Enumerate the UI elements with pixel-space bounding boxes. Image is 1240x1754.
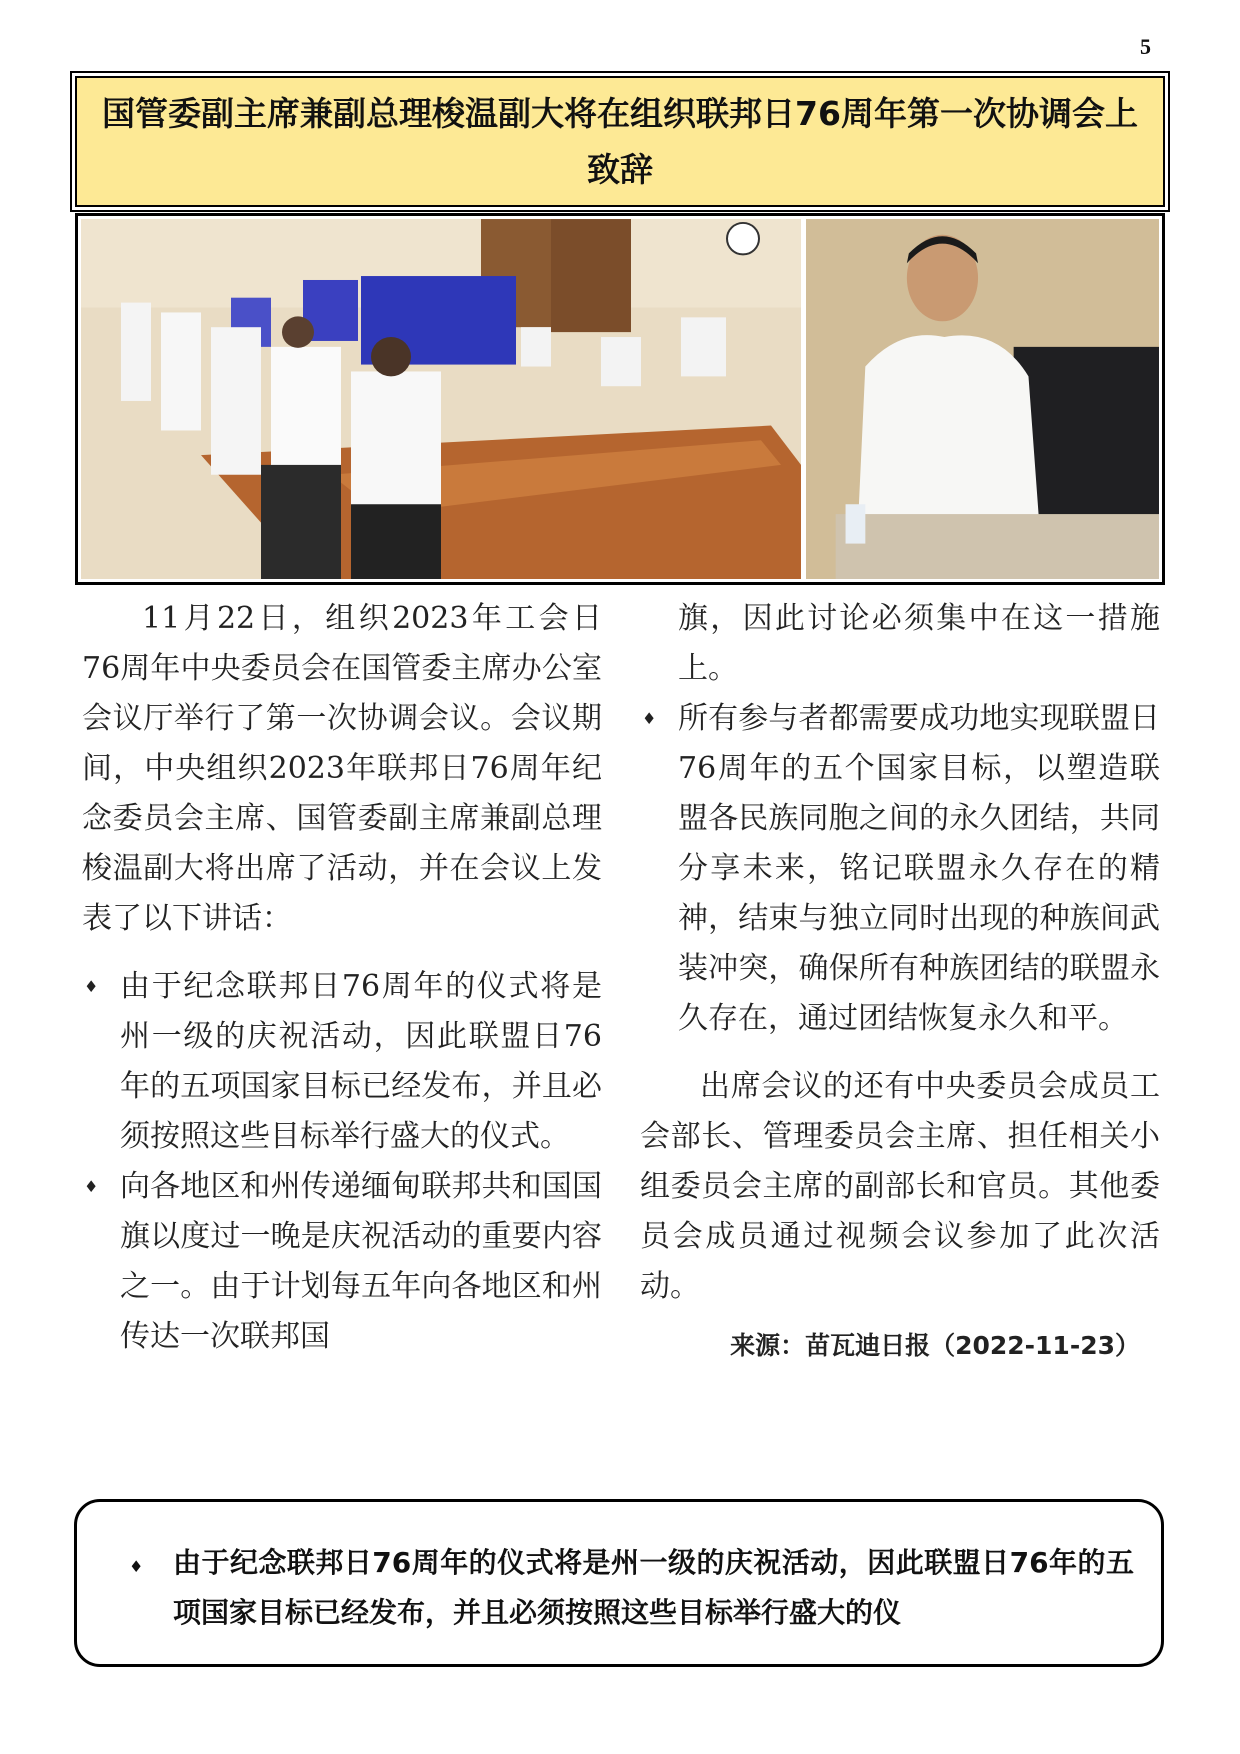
article-column-right	[640, 594, 1160, 1368]
article-intro: 11月22日，组织2023年工会日76周年中央委员会在国管委主席办公室会议厅举行了第一次协调会议。会议期间，中央组织2023年联邦日76周年纪念委员会主席、国管委副主席兼副总理梭温副大将出席了活动，并在会议上发表了以下讲话：	[82, 601, 602, 936]
bullet-continuation: 旗，因此讨论必须集中在这一措施上。	[678, 601, 1160, 686]
pullquote: ♦ 由于纪念联邦日76周年的仪式将是州一级的庆祝活动，因此联盟日76年的五项国家目标已经发布，并且必须按照这些目标举行盛大的仪	[129, 1538, 1134, 1638]
pullquote-box	[74, 1499, 1164, 1667]
article-source: 来源：苗瓦迪日报（2022-11-23）	[730, 1331, 1140, 1360]
bullet-item: ♦ 由于纪念联邦日76周年的仪式将是州一级的庆祝活动，因此联盟日76年的五项国家目标已经发布，并且必须按照这些目标举行盛大的仪式。	[82, 962, 602, 1162]
meeting-room-photo	[81, 219, 801, 579]
headline-box	[75, 76, 1165, 207]
article-closing: 出席会议的还有中央委员会成员工会部长、管理委员会主席、担任相关小组委员会主席的副部长和官员。其他委员会成员通过视频会议参加了此次活动。	[640, 1069, 1160, 1304]
page-number: 5	[1140, 34, 1151, 59]
headline: 国管委副主席兼副总理梭温副大将在组织联邦日76周年第一次协调会上致辞	[102, 93, 1138, 189]
article-column-left	[82, 594, 602, 1362]
bullet-item: ♦ 所有参与者都需要成功地实现联盟日76周年的五个国家目标，以塑造联盟各民族同胞之间的永久团结，共同分享未来，铭记联盟永久存在的精神，结束与独立同时出现的种族间武装冲突，确保所有种族团结的联盟永久存在，通过团结恢复永久和平。	[640, 694, 1160, 1044]
speaker-photo	[806, 219, 1159, 579]
photo-frame	[75, 213, 1165, 585]
bullet-item: ♦ 向各地区和州传递缅甸联邦共和国国旗以度过一晚是庆祝活动的重要内容之一。由于计划每五年向各地区和州传达一次联邦国	[82, 1162, 602, 1362]
